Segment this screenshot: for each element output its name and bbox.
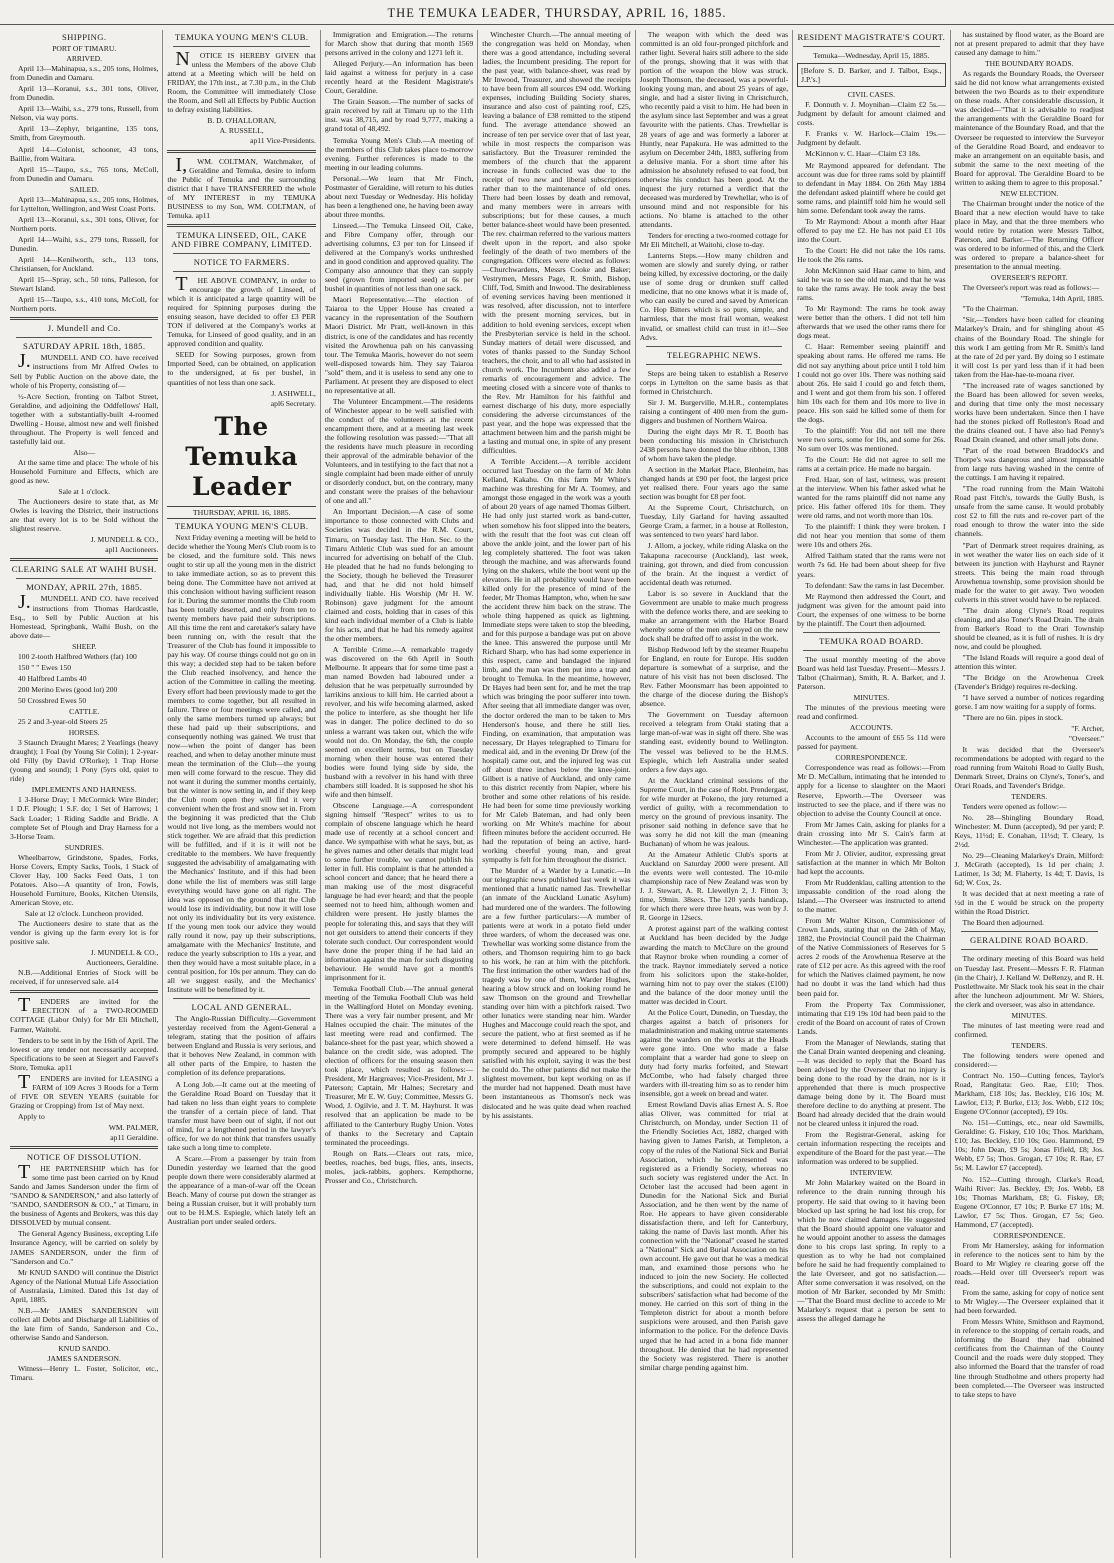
section-heading: MONDAY, APRIL 27th, 1885. [26, 582, 143, 593]
paragraph: A Scare.—From a passenger by train from Dunedin yesterday we learned that the good people down there were considerably alarmed at the appearance of a man-of-war off the Ocean Beach. Many of course put down the stranger as being a Russian cruiser, but it will probably turn out to be H.M.S. Espiegle, which lately left an Australian port under sealed orders. [167, 1153, 316, 1227]
double-divider [10, 1146, 158, 1149]
paragraph: The Board then adjourned. [962, 918, 1044, 928]
divider [646, 346, 782, 347]
centered-line: SHEEP. [72, 641, 97, 651]
section-heading: J. Mundell and Co. [47, 323, 121, 334]
paragraph: To defendant: Saw the rams in last December. [805, 580, 945, 590]
masthead [0, 0, 1114, 25]
centered-line: THE BOUNDARY ROADS. [984, 59, 1074, 69]
paragraph: "The road running from the Main Waitohi Road past Fitch's, towards the Gully Bush, is unsafe from the same cause. It would probably cost £2 to fill the ruts and re-cover part of the road enough to throw the water into the side channels. [954, 484, 1104, 539]
paragraph: April 14—Colonist, schooner, 43 tons, Baillie, from Waitara. [10, 144, 159, 163]
divider [803, 632, 939, 633]
paragraph: Linseed.—The Temuka Linseed Oil, Cake, and Fibre Company offer, through our advertising columns, £3 per ton for Linseed if delivered at the Company's works unthreshed and in good condition and approved quality. The Company also announce that they can supply seed (grown from imported seed) at 6s per bushel in quantities of not less than one sack. [324, 220, 474, 294]
paragraph: Wheelbarrow, Grindstone, Spades, Forks, Horse Covers, Empty Sacks, Tools, 1 Stack of Clover Hay, 100 Sacks Feed Oats, 1 ton Potatoes. Also—A quantity of Iron, Fowls, Household Furniture, Books, Kitchen Utensils, American Stove, etc. [10, 852, 159, 907]
paragraph: 1 3-Horse Dray; 1 McCormick Wire Binder; 1 D.F. Plough; 1 S.F. do; 1 Set of Harrows; 1 Sack Loader; 1 Riding Saddle and Bridle. A complete Set of Plough and Dray Harness for a 3-Horse Team. [10, 795, 159, 841]
paragraph: April 15—Taupo, s.s., 765 tons, McColl, from Dunedin and Oamaru. [10, 164, 159, 183]
centered-line: INTERVIEW. [849, 1168, 893, 1178]
paragraph: 50 Crossbred Ewes 50 [18, 695, 87, 705]
paragraph: Temuka Young Men's Club.—A meeting of the members of this Club takes place to-morrow evening. Further references is made to the meeting in our leading columns. [324, 135, 474, 172]
paragraph: A protest against part of the walking contest at Auckland has been decided by the Judge awarding the match to McClure on the ground that Raynor broke when rounding a corner of the track. Raynor immediately served a notice from his solicitors upon the stake-holder, warning him not to pay over the stakes (£100) and the balance of the door money until the matter was decided in Court. [639, 924, 789, 1006]
column-3 [321, 30, 478, 1558]
paragraph: 150 " " Ewes 150 [18, 662, 72, 672]
paragraph: A Terrible Crime.—A remarkable tragedy was discovered on the 6th April in South Melbourne. It appears that for some time past a man named Bowden had laboured under a delusion that he was perpetually surrounded by larrikins anxious to kill him. He carried about a revolver, and his wife becoming alarmed, asked the police to interfere, as she thought her life was in danger. The police declined to do so unless a warrant was taken out, which the wife would not do. On Monday, the 6th, the couple seemed on excellent terms, but on Tuesday morning when their house was entered their bodies were found lying side by side, the husband with a revolver in his hand with three chambers still loaded. It is supposed he shot his wife and then himself. [324, 645, 474, 799]
signature-line: WM. PALMER, [108, 1122, 159, 1132]
paragraph: April 15—Spray, sch., 50 tons, Palleson, for Stewart Island. [10, 275, 159, 294]
column-4 [478, 30, 635, 1558]
paragraph: Mr KNUD SANDO will continue the District Agency of the National Mutual Life Association of Australasia, Limited. Dated this 1st day of April, 1885. [10, 1267, 159, 1304]
paragraph: To Mr Raymond: About a month after Haar offered to pay me £2. He has not paid £1 10s into the Court. [797, 216, 946, 244]
paragraph: Mr John Malarkey waited on the Board in reference to the drain running through his property. He said that owing to it having been blocked up last spring he had lost his crop, for which he now claimed damages. He suggested that the Board should appoint one valuator and he would appoint another to assess the damages done to his crops last spring. In reply to a question as to why he had not complained before he said he had frequently complained to the late Overseer, and got no satisfaction.—After some conversation it was resolved, on the motion of Mr Barker, seconded by Mr Smith:—"That the Board must decline to accede to Mr Malarkey's request that a person be sent to assess the alleged damage he [797, 1178, 946, 1324]
centered-line: A. RUSSELL, [219, 126, 264, 136]
paragraph: F. Donnuth v. J. Moynihan—Claim £2 5s.—Judgment by default for amount claimed and costs. [797, 100, 946, 128]
paragraph: April 13—Koranui, s.s., 301 tons, Oliver, for Northern ports. [10, 214, 159, 233]
paragraph: J. Allom, a jockey, while riding Alaska on the Takapuna racecourse (Auckland), last week, training, got thrown, and died from concussion of the brain. At the inquest a verdict of accidental death was returned. [639, 541, 789, 587]
signature-line: J. MUNDELL & CO., [90, 948, 159, 958]
centered-line: PORT OF TIMARU. [52, 44, 117, 54]
divider [173, 998, 309, 999]
centered-line: MINUTES. [1011, 1010, 1048, 1020]
column-container [6, 30, 1108, 1558]
paragraph: "Part of Denmark street requires draining, as in wet weather the water lies on each side of it between its junction with Hayhurst and Rayner streets. This being the main road through Arowhenua township, some provision should be made for the water to get away. Two wooden culverts in this street would have to be replaced. [954, 540, 1104, 604]
notice-paragraph: I,WM. COLTMAN, Watchmaker, of Geraldine and Temuka, desire to inform the Public of Temuka and the surrounding district that I have TRANSFERRED the whole of MY INTEREST in my TEMUKA BUSINESS to my Son, WM. COLTMAN, of Temuka. ap11 [167, 153, 316, 220]
paragraph: Tenders were opened as follow:— [962, 801, 1067, 811]
centered-line: MINUTES. [853, 693, 890, 703]
paragraph: From Mr Ruddenklau, calling attention to the impassable condition of the road along the Island.—The Overseer was instructed to attend to the matter. [797, 877, 946, 915]
paragraph: "The increased rate of wages sanctioned by the Board has been allowed for seven weeks, and during that time only the most necessary works have been undertaken. Since then I have had the stones picked off Rolleston's Road and the drains cleaned out. I have also had Penny's Road Drain cleaned, and other small jobs done. [954, 380, 1104, 445]
paragraph: No. 28—Shingling Boundary Road, Winchester: M. Dunn (accepted), 9d per yard; P. Keys, 11½d; E. Conahan, 11½d; T. Cleary, 1s 2½d. [954, 812, 1104, 849]
paragraph: The minutes of the previous meeting were read and confirmed. [797, 703, 946, 722]
divider [173, 271, 309, 272]
section-heading: GERALDINE ROAD BOARD. [970, 935, 1089, 946]
notice-paragraph: J.MUNDELL AND CO. have received instructions from Mr Alfred Owles to Sell by Public Auction on the above date, the whole of his Property, consisting of— [10, 350, 159, 390]
notice-paragraph: J.MUNDELL AND CO. have received instructions from Thomas Hardcastle, Esq., to Sell by Public Auction at his Homestead, Springbank, Waihi Bush, on the above date— [10, 591, 159, 640]
signature-line: "F. Archer, [1071, 724, 1104, 734]
paragraph: Tenders for erecting a two-roomed cottage for Mr Eli Mitchell, at Waitohi, close to-day. [639, 231, 789, 250]
divider [961, 949, 1098, 950]
centered-line: NEW ELECTION. [1000, 188, 1059, 198]
signature-line: "Overseer." [1068, 734, 1104, 744]
centered-line: CORRESPONDENCE. [993, 1230, 1066, 1240]
paragraph: 200 Merino Ewes (good lot) 200 [18, 684, 118, 694]
paragraph: The usual monthly meeting of the above Board was held last Tuesday. Present—Messrs J. Talbot (Chairman), Smith, R. A. Barker, and J. Paterson. [797, 654, 946, 691]
divider [646, 364, 782, 365]
centered-line: SUNDRIES. [64, 842, 104, 852]
paragraph: To the plaintiff: You did not tell me there were two sorts, some for 10s, and some for 26s. No sum over 10s was mentioned. [797, 425, 946, 453]
paragraph: April 13—Zephyr, brigantine, 135 tons, Smith, from Greymouth. [10, 124, 159, 143]
paragraph: At the Auckland criminal sessions of the Supreme Court, in the case of Robt. Prendergast, for wife murder at Pokeno, the jury returned a verdict of guilty, with a recommendation to mercy on the ground of previous insanity. The prisoner said nothing in defence save that he was sorry he did not kill the man (meaning Buchanan) of whom he was jealous. [639, 775, 789, 848]
double-divider [10, 990, 158, 993]
paragraph: Witness—Henry L. Foster, Solicitor, etc., Timaru. [10, 1364, 159, 1383]
paragraph: The minutes of last meeting were read and confirmed. [954, 1020, 1104, 1039]
divider [16, 337, 152, 338]
paragraph: From the same, asking for copy of notice sent to Mr Wigley.—The Overseer explained that it had been forwarded. [954, 1288, 1104, 1316]
paragraph: A section in the Market Place, Blenheim, has changed hands at £90 per foot, the largest price yet realised there. Four years ago the same section was bought for £8 per foot. [639, 465, 789, 502]
paragraph: N.B.—Mr JAMES SANDERSON will collect all Debts and Discharge all Liabilities of the late firm of Sando, Sanderson and Co., otherwise Sando and Sanderson. [10, 1305, 159, 1342]
signature-line: J. ASHWELL, [271, 388, 316, 398]
centered-line: Also— [73, 447, 96, 457]
paragraph: The General Agency Business, excepting Life Insurance Agency, will be carried on solely by JAMES SANDERSON, under the firm of "Sanderson and Co." [10, 1229, 159, 1266]
paragraph: The Chairman brought under the notice of the Board that a new election would have to take place in May, and that the three members who would retire by rotation were Messrs Talbot, Paterson, and Barker.—The Returning Officer was ordered to be informed of this, and the Clerk was ordered to prepare a balance-sheet for presentation to the annual meeting. [954, 198, 1104, 272]
paragraph: 25 2 and 3-year-old Steers 25 [18, 717, 108, 727]
paragraph: John McKinnon said Haar came to him, and said he was to see the old man, and that he was to take the rams away. He took away the best rams. [797, 266, 946, 303]
paragraph: From Messrs White, Smithson and Raymond, in reference to the stopping of certain roads, and informing the Board they had obtained certificates from the Chairman of the County Council and the roads were duly stopped. They also informed the Board that the transfer of road line through Studholme and others property had been completed.—The Overseer was instructed to take steps to have [954, 1317, 1104, 1399]
paragraph: The Volunteer Encampment.—The residents of Winchester appear to be well satisfied with the conduct of the volunteers at the recent encampment there, and at a meeting last week the following resolution was passed:—"That all the residents have much pleasure in recording their approval of the admirable behavior of the Volunteers, and in testifying to the fact that not a single complaint had been made either of unruly or disorderly conduct, but, on the contrary, many and constant were the praises of the behaviour of one and all." [324, 396, 474, 506]
centered-line: Temuka—Wednesday, April 15, 1885. [813, 51, 930, 61]
double-divider [167, 150, 315, 153]
centered-line: OVERSEER'S REPORT. [990, 273, 1068, 283]
section-heading: TEMUKA YOUNG MEN'S CLUB. [174, 32, 309, 42]
paragraph: From Mr Walter Kitson, Commissioner of Crown Lands, stating that on the 24th of May, 1882, the Provincial Council paid the Chairman of the Native Commissioners of Reserves for 5 acres 2 roods of the Arowhenua Reserve at the rate of £12 per acre. As this agreed with the roof for which the Natives claimed payment, he now had no doubt it was the land which had thus been paid for. [797, 916, 946, 998]
paragraph: At the Amateur Athletic Club's sports at Auckland on Saturday 2000 were present. All the events were well contested. The 10-mile championship race of New Zealand was won by J. J. Stewart, A. R. Llewellyn 2, J. Fitton 3; time, 59min. 38secs. The 120 yards handicap, for which there were three heats, was won by J. R. George in 12secs. [639, 850, 789, 923]
paragraph: SEED for Sowing purposes, grown from Imported Seed, can be obtained, on application to the undersigned, at 6s per bushel, in quantities of not less than one sack. [167, 350, 316, 387]
paragraph: McKinnon v. C. Haar—Claim £3 18s. [805, 149, 921, 159]
paragraph: The Murder of a Warder by a Lunatic.—In our telegraphic news published last week it was mentioned that a lunatic named Jas. Trewhellar (an inmate of the Auckland Lunatic Asylum) had murdered one of the warders. The following are a few further particulars:—A number of patients were at work in a potato field under three warders, of whom the deceased was one. Trewhellar was working some distance from the others, and Thomson requiring him to go back to his work, he ran at him with the pitchfork. The first intimation the other warders had of the tragedy was by one of them, Warder Hughes, hearing a blow struck and on looking round he saw Thomson on the ground and Trewhellar standing over him with a pitchfork raised. Two other lunatics were standing near him. Warder Hughes and Maccouge could reach the spot, and secure the patient, who at first seemed as if he were determined to defend himself. He was promptly secured and appeared to be highly satisfied with his exploit, saying it was the best he could do. The other patients did not make the slightest movement, but kept working on as if the murder had not happened. Death must have been instantaneous as Thomson's neck was dislocated and he was quite dead when reached by his assistants. [482, 866, 631, 1120]
double-divider [167, 224, 315, 227]
paragraph: Tenders to be sent in by the 16th of April. The lowest or any tender not necessarily accepted. Specifications to be seen at Siegert and Fauvel's Store, Temuka. ap11 [10, 1035, 159, 1072]
paragraph: The Auctioneers desire to state that, as Mr Owles is leaving the District, their instructions are that every lot is to be Sold without the slightest reserve. [10, 497, 159, 534]
double-divider [10, 317, 158, 320]
centered-line: JAMES SANDERSON. [47, 1354, 121, 1364]
double-divider [10, 558, 158, 561]
paragraph: The Auctioneers desire to state that as the vendor is giving up the farm every lot is for positive sale. [10, 919, 159, 947]
paragraph: From Mr James Cain, asking for planks for a drain crossing into Mr S. Cain's farm at Winchester.—The application was granted. [797, 819, 946, 847]
signature-line: J. MUNDELL & CO., [90, 535, 159, 545]
signature-line: apl1 Auctioneers. [105, 545, 159, 555]
paragraph: Lanterns Steps.—How many children and women are slowly and surely dying, or rather being killed, by excessive doctoring, or the daily use of some drug or drunken stuff called medicine, that no one knows what it is made of, who can easily be cured and saved by American Co. Hop Bitters which is so pure, simple, and harmless, that the most frail woman, weakest invalid, or smallest child can trust in it!—See Advs. [639, 251, 789, 342]
paragraph: No. 152—Cutting through, Clarke's Road, Waihi River: Jas. Beckley, £9; Jos. Webb, £8 10s; Thomas Markham, £8; G. Fiskey, £8; Eugene O'Connor, £7 10s; P. Burke £7 10s; M. Lawlor, £7 5s; Thos. Grogan, £7 5s; Geo. Hammond, £7 (accepted). [954, 1174, 1104, 1229]
centered-line: Sale at 12 o'clock. Luncheon provided. [25, 908, 144, 918]
paragraph: Labor is so severe in Auckland that the Government are unable to make much progress with the defence works there, and are seeking to make an arrangement with the Harbor Board whereby some of the men employed on the new dock shall be drafted off to assist in the work. [639, 588, 789, 643]
paragraph: The Anglo-Russian Difficulty.—Government yesterday received from the Agent-General a telegram, stating that the position of affairs between England and Russia is very serious, and that it behoves New Zealand, in common with all other parts of the Empire, to hasten the completion of its defence preparations. [167, 1014, 316, 1078]
paragraph: At the Supreme Court, Christchurch, on Tuesday, Lily Garland for having assaulted George Cram, a farmer, in a house at Rolleston, was sentenced to two years' hard labor. [639, 503, 789, 540]
signature-line: ap11 Geraldine. [110, 1133, 159, 1143]
paragraph: "There are no 6in. pipes in stock. [962, 713, 1064, 723]
paragraph: Mr Raymond appeared for defendant. The account was due for three rams sold by plaintiff to defendant in May 1884. On 26th May 1884 the defendant asked plaintiff where he could get some rams, and plaintiff told him he would sell him some. Defendant took away the rams. [797, 160, 946, 215]
paragraph: The following tenders were opened and considered:— [954, 1050, 1104, 1069]
paragraph: Winchester Church.—The annual meeting of the congregation was held on Monday, when there was a good attendance, including several ladies, the Incumbent presiding. The report for the past year, with balance-sheet, was read by Mr Inwood, Treasurer, and showed the receipts to have been from all sources £94 odd. Working expenses, including Building Society shares, insurance and also cost of painting roof, £25, leaving a balance of £38 remitted to the stipend fund. The average attendance showed an increase of ten per service over that of last year, while in most respects the comparison was satisfactory. But the Treasurer reminded the members of the church that the apparent increase in funds collected was due to the receipt of two new and liberal subscriptions rather than to the maintenance of old ones. There had been losses by death and removal, and many members were in arrears with subscriptions; but for these causes, a much better balance-sheet would have been presented. The rev. chairman referred to the various matters dwelt upon in the report, and also spoke feelingly of the death of two members of the congregation. Officers were elected as follows:—Churchwardens, Messrs Cooke and Baker; Vestrymen, Messrs Page, R. Smith, Bishop, Cliff, Tod, Smith and Inwood. The desirableness of evening services having been mentioned it was resolved, after discussion, not to interfere with the present morning services, but in addition to hold evening services, except when the Presbyterian service is held in the school. Sunday matters of detail were discussed, and votes of thanks passed to the Sunday School teachers, the choir, and to all who had assisted in church work. The Incumbent also added a few remarks of encouragement and advice. The meeting closed with a sincere vote of thanks to the Rev. Mr Hamilton for his faithful and earnest discharge of his duty, more especially considering the adverse circumstances of the past year, and the hope was expressed that the attachment between him and the parish might be a lasting and mutual one, in spite of any present difficulties. [482, 30, 631, 456]
paragraph: Mr Raymond then addressed the Court, and judgment was given for the amount paid into Court, the expenses of one witness to be borne by the plaintiff. The Court then adjourned. [797, 591, 946, 628]
paragraph: To the Court: He did not agree to sell me rams at a certain price. He made no bargain. [797, 454, 946, 474]
paragraph: April 14—Kenilworth, sch., 113 tons, Christiansen, for Auckland. [10, 255, 159, 274]
paragraph: has sustained by flood water, as the Board are not at present prepared to admit that they have caused any damage to him." [954, 30, 1104, 58]
section-heading: SHIPPING. [61, 32, 107, 42]
paragraph: April 13—Koranui, s.s., 301 tons, Oliver, from Dunedin. [10, 84, 159, 103]
divider [173, 46, 309, 47]
paragraph: April 15—Taupo, s.s., 410 tons, McColl, for Northern ports. [10, 295, 159, 314]
column-7 [951, 30, 1108, 1558]
paragraph: The Government on Tuesday afternoon received a telegram from Otaki stating that a large man-of-war was in sight off there. She was standing east, evidently bound to Wellington. The vessel was believed to be the H.M.S. Espiegle, which left Australia under sealed orders a few days ago. [639, 710, 789, 774]
signature-line: apl6 Secretary. [270, 398, 316, 408]
paragraph: The weapon with which the deed was committed is an old four-pronged pitchfork and rather light. Several hairs still adhere to the side of the prongs, showing that it was with that portion of the weapon the blow was struck. Joseph Thomson, the deceased, was a powerful-looking young man, and about 25 years of age, single, and had a sister living in Christchurch, who recently paid a visit to him. He had been in the asylum since last September and was a great favourite with the patients. Chas. Trewhellar is 28 years of age and was formerly a laborer at Huntly, near Papakura. He was admitted to the asylum on December 24th, 1883, suffering from a delusive mania. For a short time after his admission he absolutely refused to eat food, but otherwise his conduct has been good. At the inquest the jury returned a verdict that the deceased was murdered by Trewhellar, who is of unsound mind and not responsible for his actions. No blame is attached to the other attendants. [639, 30, 789, 229]
paragraph: The Grain Season.—The number of sacks of grain received by rail at Timaru up to the 11th inst. was 38,715, and by road 9,777, making a grand total of 48,492. [324, 97, 474, 134]
section-heading: TEMUKA LINSEED, OIL, CAKE AND FIBRE COMPANY, LIMITED. [171, 229, 313, 249]
paragraph: April 14—Waihi, s.s., 279 tons, Russell, for Dunedin. [10, 234, 159, 253]
notice-paragraph: TENDERS are invited for LEASING a FARM of 109 Acres 3 Roods for a Term of FIVE OR SEVEN YEARS (suitable for Grazing or Cropping) from 1st of May next. [10, 1070, 159, 1110]
paragraph: F. Franks v. W. Harlock—Claim 19s.—Judgment by default. [797, 129, 946, 148]
paragraph: To the Court: He did not take the 10s rams. He took the 26s rams. [797, 245, 946, 264]
paragraph: "The Bridge on the Arowhenua Creek (Tavender's Bridge) requires re-decking. [954, 673, 1104, 692]
centered-line: B. D. O'HALLORAN, [207, 116, 276, 126]
paragraph: As regards the Boundary Roads, the Overseer said he did not know what arrangements existed between the two Boards as to their expenditure on these roads. After considerable discussion, it was decided—"That it is advisable to readjust the arrangements with the Geraldine Board for maintenance of the Boundary Road, and that the Overseer be requested to interview the Surveyor of the Geraldine Road Board, and endeavor to make an arrangement on an equitable basis, and submit the same to the next meeting of the Board for approval. The Geraldine Board to be written to asking them to agree to this proposal." [954, 69, 1104, 187]
paragraph: To the plaintiff: I think they were broken. I did not hear you mention that some of them were 10s and others 26s. [797, 522, 946, 550]
paragraph: No. 151—Cuttings, etc., near old Sawmills, Geraldine: G. Fiskey, £10 10s; Thos. Markham, £10; Jas. Beckley, £10 10s; Geo. Hammond, £9 10s; John Dean, £9 5s; Jonas Fifield, £8; Jos. Webb, £7 5s; Thos. Grogan, £7 10s; R. Rae, £7 5s; M. Lawlor £7 (accepted). [954, 1118, 1104, 1173]
paragraph: The Overseer's report was read as follows:— [962, 283, 1100, 293]
paragraph: Ernest Rowland Davis alias Ernest A. S. Roe alias Oliver, was committed for trial at Christchurch, on Monday, under Section 11 of the Friendly Societies Act, 1882, charged with having given to James Parish, at Templeton, a copy of the rules of the National Sick and Burial Association, which he represented was registered as a Friendly Society, whereas no such society was registered under the Act. In October last the accused had been agent in Dunedin for the National Sick and Burial Association, and he then went by the name of Roe. He appears to have given considerable dissatisfaction there, and left for Canterbury, taking the name of Davis last month. After his connection with the "National" ceased he started a "National" Sick and Burial Association on his own account. He gave out that he was a medical man, and examined those persons who he induced to join the new Society. He collected the subscriptions, and could not explain to the subscribers' satisfaction what had become of the money. He carried on this sort of thing in the Templeton district for about a month before suspicions were aroused, and then Parish gave information to the police. For the defence Davis urged that he had acted in a bona fide manner throughout. He denied that he had represented the Society was registered. There is another similar charge pending against him. [639, 1100, 789, 1372]
paragraph: Sir J. M. Burgerville, M.H.R., contemplates raising a contingent of 400 men from the gum-diggers and bushmen of Northern Wairoa. [639, 397, 789, 425]
centered-line: CATTLE. [69, 707, 100, 716]
paragraph: No. 29—Cleaning Malarkey's Drain, Milford: J. McGrath (accepted), 1s 1d per chain; J. Latimer, 1s 3d; M. Flaherty, 1s 4d; T. Davis, 1s 6d; W. Cox, 2s. [954, 851, 1104, 888]
paragraph: At the same time and place: The whole of his Household Furniture and Effects, which are good as new. [10, 457, 159, 486]
paragraph: Fred. Haar, son of last, witness, was present at the interview. When his father asked what he wanted for the rams plaintiff did not name any price. His father offered 10s for them. They were old rams, and not worth more than 10s. [797, 475, 946, 521]
paragraph: Immigration and Emigration.—The returns for March show that during that month 1569 persons arrived in the colony and 1271 left it. [324, 30, 474, 58]
section-heading: NOTICE OF DISSOLUTION. [26, 1152, 142, 1163]
paragraph: Alfred Taitham stated that the rams were not worth 7s 6d. He had been about sheep for five years. [797, 551, 946, 579]
centered-line: KNUD SANDO. [58, 1344, 111, 1353]
paragraph: C. Haar: Remember seeing plaintiff and speaking about rams. He offered me rams. He did not say anything about price until I told him I could not go over 10s. There was nothing said about 26s. He said I could go and fetch them, and I went and got them from his son. I offered him 10s each for them and 10s more to live in peace. His son said he killed some of them for the dogs. [797, 342, 946, 424]
paragraph: "Sir,—Tenders have been called for cleaning Malarkey's Drain, and for shingling about 45 chains of the Boundary Road. The shingle for this work I am getting from Mr R. Smith's land at the rate of 2d per yard. By doing so I estimate it will cost 1s per yard less than if it had been taken from the Hae-hae-te-moana river. [954, 315, 1104, 379]
paragraph: Steps are being taken to establish a Reserve corps in Lyttelton on the same basis as that formed in Christchurch. [639, 368, 789, 396]
paragraph: From Mr J. Olivier, auditor, expressing great satisfaction at the manner in which Mr Bolton had kept the accounts. [797, 848, 946, 876]
signature-line: ap11 Vice-Presidents. [250, 136, 316, 146]
column-5 [636, 30, 793, 1558]
paragraph: To Mr Raymond: The rams he took away were better than the others. I did not tell him afterwards that we used the other rams there for dogs meat. [797, 304, 946, 341]
divider [961, 931, 1098, 932]
centered-line: CIVIL CASES. [847, 90, 896, 100]
notice-paragraph: THE PARTNERSHIP which has for some time past been carried on by Knud Sando and James Sanderson under the firm of "SANDO & SANDERSON," and also latterly of "SANDO, SANDERSON & CO.," at Timaru, in the business of Agents and Brokers, was this day DISSOLVED by mutual consent. [10, 1161, 159, 1228]
section-heading: CLEARING SALE AT WAIHI BUSH. [11, 564, 157, 575]
section-heading: SATURDAY APRIL 18th, 1885. [23, 341, 146, 352]
paragraph: Rough on Rats.—Clears out rats, mice, beetles, roaches, bed bugs, flies, ants, insects, moles, jack-rabbits, gophers. Kempthorne, Prosser and Co., Christchurch. [324, 1148, 474, 1185]
section-heading: LOCAL AND GENERAL. [191, 1002, 292, 1013]
column-1 [6, 30, 163, 1558]
paragraph: Obscene Language.—A correspondent signing himself "Respect" writes to us to complain of obscene language which he heard made use of recently at a school concert and dance. We sympathise with what he says, but, as he gives names and other details that might lead to some further trouble, we cannot publish his letter in full. His complaint is that he attended a school concert and dance; that he heard there a man making use of the most disgraceful language he had ever heard; and that the people seemed not to heed him, although women and children were present. He justly blames the people for tolerating this, and says that they will not get outsiders to attend their concerts if they tolerate such conduct. Our correspondent would have done the proper thing if he had laid an information against the man for such disgusting behaviour. He would have got a month's imprisonment for it. [324, 800, 474, 982]
paragraph: A Long Job.—It came out at the meeting of the Geraldine Road Board on Tuesday that it had taken no less than eight years to complete the transfer of a certain piece of land. That transfer must have been out of sight, if not out of mind, for a lengthened period in the lawyer's office, for we do not think that transfers usually take such a long time to complete. [167, 1079, 316, 1152]
section-heading: TELEGRAPHIC NEWS. [666, 349, 761, 360]
notice-paragraph: THE ABOVE COMPANY, in order to encourage the growth of Linseed, of which it is anticipated a large quantity will be required for Spinning purposes during the ensuing season, have decided to offer £3 PER TON if delivered at the Company's works at Temuka, for Linseed of good quality, and in an approved condition and quality. [167, 272, 316, 349]
centered-line: SAILED. [69, 184, 99, 194]
section-heading: RESIDENT MAGISTRATE'S COURT. [797, 32, 946, 42]
centered-line: Sale at 1 o'clock. [58, 487, 110, 497]
paragraph: "The drain along Clyne's Road requires cleaning, and also Toner's Road Drain. The drain from Barker's Road to the Orari Township should be cleaned, as it is full of rushes. It is dry now, and could be ploughed. [954, 605, 1104, 652]
divider [173, 253, 309, 254]
section-heading: NOTICE TO FARMERS. [193, 256, 290, 267]
paragraph: April 13—Mahinapua, s.s., 205 tons, Holmes, for Lyttelton, Wellington, and West Coast Ports. [10, 194, 159, 213]
paragraph: "I have served a number of notices regarding gorse. I am now waiting for a supply of forms. [954, 693, 1104, 712]
divider [803, 650, 939, 651]
dateline: THURSDAY, APRIL 16, 1885. [167, 506, 315, 519]
signature-line: "Temuka, 14th April, 1885. [1020, 294, 1104, 304]
paragraph: A Terrible Accident.—A terrible accident occurred last Tuesday on the farm of Mr John Kelland, Kakahu. On this farm Mr White's machine was threshing for Mr A. Toomey, and amongst those engaged in the work was a youth of about 20 years of age named Thomas Gilbert. He had only just started work as band-cutter, when somehow his foot slipped into the beaters, with the result that the foot was cut clean off above the ankle joint, and the lower part of his leg completely shattered. The foot was taken through the machine, and was afterwards found lying on the shakers, while the boot went up the elevators. He in all probability would have been killed only for the presence of mind of the feeder, Mr Thomas Hampton, who, when he saw the accident threw him back on the straw. The whole thing happened as quick as lightning. Immediate steps were taken to stop the bleeding, and for this purpose a bandage was put on above the knee. This answered the purpose until Mr Richard Sharp, who has had some experience in this respect, came and bandaged the injured limb, and the man was then put into a trap and brought to Temuka. In the meantime, however, Dr Hayes had been sent for, and he met the trap which was bringing the poor sufferer into town. After seeing that all immediate danger was over, the doctor ordered the man to be taken to Mrs Henderson's house, and there he still lies. Finding, on examination, that amputation was necessary, Dr Hayes telegraphed to Timaru for medical aid, and in the evening Dr Drew (of the hospital) came out, and the injured leg was cut off about three inches below the knee-joint. Gilbert is a native of Auckland, and only came to this district recently from Napier, where his brother and some other relations of his reside. He had been for some time previously working for Mr Caleb Bateman, and had only been working on Mr White's machine for about fifteen minutes before the accident occurred. He had the reputation of being an active, hard-working cheerful young man, and great sympathy is felt for him throughout the district. [482, 457, 631, 865]
newspaper-title: The Temuka Leader [185, 411, 299, 501]
paragraph: "To the Chairman. [962, 304, 1019, 314]
centered-line: IMPLEMENTS AND HARNESS. [31, 785, 137, 795]
centered-line: ACCOUNTS. [849, 723, 893, 733]
paragraph: "The Island Roads will require a good deal of attention this winter. [954, 653, 1104, 672]
paragraph: Accounts to the amount of £65 5s 11d were passed for payment. [797, 733, 946, 752]
paragraph: Correspondence was read as follows:—From Mr D. McCallum, intimating that he intended to apply for a license to slaughter on the Maori Reserve, Epworth.—The Overseer was instructed to see the place, and if there was no objection to advise the County Council at once. [797, 763, 946, 818]
paragraph: From the Property Tax Commissioner, intimating that £19 19s 10d had been paid to the credit of the Board on account of rates of Crown Lands. [797, 999, 946, 1036]
notice-paragraph: TENDERS are invited for the ERECTION of a TWO-ROOMED COTTAGE (Labor Only) for Mr Eli Mitchell, Farmer, Waitohi. [10, 994, 159, 1034]
paragraph: Alleged Perjury.—An information has been laid against a witness for perjury in a case recently heard at the Resident Magistrate's Court, Geraldine. [324, 59, 474, 96]
paragraph: 3 Staunch Draught Mares; 2 Yearlings (heavy draught); 1 Foal (by Young Sir Colin); 1 2-year-old Filly (by David O'Rorke); 1 Trap Horse (young and sound); 1 Pony (5yrs old, quiet to ride) [10, 738, 159, 784]
paragraph: It was decided that at next meeting a rate of ½d in the £ would be struck on the property within the Road District. [954, 889, 1104, 917]
section-heading: TEMUKA YOUNG MEN'S CLUB. [174, 520, 309, 531]
divider [16, 578, 152, 579]
paragraph: April 13—Mahinapua, s.s., 205 tons, Holmes, from Dunedin and Oamaru. [10, 64, 159, 83]
section-heading: TEMUKA ROAD BOARD. [819, 635, 924, 646]
column-2 [163, 30, 320, 1558]
masthead-title: THE TEMUKA LEADER, THURSDAY, APRIL 16, 1885. [387, 6, 727, 20]
paragraph: Temuka Football Club.—The annual general meeting of the Temuka Football Club was held in the Wallingford Hotel on Monday evening. There was a very fair number present, and Mr Halnes occupied the chair. The minutes of the last meeting were read and confirmed. The balance-sheet for the past year, which showed a balance on the credit side, was adopted. The election of officers for the ensuing season then took place, which resulted as follows:—President, Mr Hargreaves; Vice-President, Mr J. Paterson; Captain, Mr Halnes; Secretary and Treasurer, Mr E. W. Guy; Committee, Messrs G. Wood, J. Ogilvie, and J. T. M. Hayhurst. It was resolved that an application be made to be affiliated to the Canterbury Rugby Union. Votes of thanks to the Secretary and Captain terminated the proceedings. [324, 983, 474, 1147]
divider [803, 46, 939, 47]
notice-paragraph: NOTICE IS HEREBY GIVEN that unless the Members of the above Club attend at a Meeting which will be held on FRIDAY, the 17th inst., at 7.30 p.m., in the Club Room, the Committee will immediately Close the Room, and Sell all Effects by Public Auction to defray existing liabilities. [167, 48, 316, 115]
paragraph: 100 2-tooth Halfbred Wethers (fat) 100 [18, 651, 137, 661]
paragraph: Bishop Redwood left by the steamer Ruapehu for England, en route for Europe. His sudden departure is somewhat of a surprise, and the nature of his visit has not been disclosed. The Rev. Father Moonsmarr has been appointed to the charge of the diocese during the Bishop's absence. [639, 645, 789, 709]
paragraph: "Part of the road between Braddock's and Thorpe's was dangerous and almost impassable from large ruts having washed in the centre of the cuttings. I am having it repaired. [954, 446, 1104, 483]
paragraph: From the Manager of Newlands, stating that the Canal Drain wanted deepening and cleaning.—It was decided to reply that the Board has been advised by the Overseer that no injury is being done to the road by the drain, nor is it apprehended that there is much prospective damage being done by it. The Board must therefore decline to do anything at present. The Board had already decided that the drain would not be cleared unless it injured the road. [797, 1037, 946, 1129]
paragraph: The ordinary meeting of this Board was held on Tuesday last. Present—Messrs F. R. Flatman (in the Chair), J. Kelland W. DeRenzy, and R. H. Postlethwaite. Mr Slack took his seat in the chair after the luncheon adjournment. Mr W. Shiers, the clerk and overseer, was also in attendance. [954, 954, 1104, 1009]
paragraph: At the Police Court, Dunedin, on Tuesday, the charges against a batch of prisoners for maladministration and making untrue statements against the warders on the works at the Heads were gone into. One who made a false complaint that a warder had gone to sleep on duty had forty marks forfeited, and Stewart McCombe, who had falsely charged three warders with ill-treating him so as to render him insensible, got a week on bread and water. [639, 1007, 789, 1099]
paragraph: 40 Halfbred Lambs 40 [18, 673, 87, 683]
centered-line: HORSES. [68, 728, 100, 738]
paragraph: From the Registrar-General, asking for certain information respecting the receipts and expenditure of the Board for the past year.—The information was ordered to be supplied. [797, 1130, 946, 1167]
signature-line: Auctioneers, Geraldine. [86, 958, 159, 968]
paragraph: Contract No. 150—Cutting fences, Taylor's Road, Rangitata: Geo. Rae, £10; Thos. Markham, £18 10s; Jas. Beckley, £16 10s; M. Lawlor, £13; P. Burke, £13; Jos. Webb, £12 10s; Eugene O'Connor (accepted), £9 10s. [954, 1071, 1104, 1117]
centered-line: TENDERS. [1011, 791, 1048, 801]
paragraph: Maori Representative.—The election of Taiaroa to the Upper House has created a vacancy in the representation of the Southern Maori District. Mr Pratt, well-known in this district, is one of the candidates and has recently visited the Arowhenua pah on his canvassing tour. The Temuka Maoris, however do not seem well-disposed towards him. They say Taiaroa "sold" them, and it is useless to send any one to Parliament. At present they are disposed to elect no representative at all. [324, 295, 474, 395]
paragraph: Personal.—We learn that Mr Finch, Postmaster of Geraldine, will return to his duties about next Tuesday or Wednesday. His holiday has been a lengthened one, he having been away about three months. [324, 173, 474, 219]
paragraph: ½-Acre Section, fronting on Talbot Street, Geraldine, and adjoining the Oddfellows' Hall, together with a substantially-built 4-roomed Dwelling - House, almost new and well finished throughout. The Property is well fenced and tastefully laid out. [10, 391, 159, 446]
column-6 [793, 30, 950, 1558]
paragraph: Apply to [18, 1111, 45, 1121]
paragraph: N.B.—Additional Entries of Stock will be received, if for unreserved sale. a14 [10, 968, 159, 987]
paragraph: From Mr Hamersley, asking for information in reference to the notices sent to him by the Board to Mr Wigley re clearing gorse off the roads.—Held over till Overseer's report was read. [954, 1240, 1104, 1287]
centered-line: CORRESPONDENCE. [835, 753, 908, 763]
paragraph: Next Friday evening a meeting will be held to decide whether the Young Men's Club room is to be closed, and the furniture sold. This news ought to stir up all the young men in the district to take immediate action, so as to prevent this being done. The Committee have not arrived at this conclusion without having sufficient reason for it. During the summer months the Club room has been totally deserted, and only from ten to twenty members have paid their subscriptions. All this time the rent and caretaker's salary have been running on, with the result that the Treasurer of the Club has found it impossible to pay his way. Of course things could not go on in this way; a decided step had to be taken before the Club reached insolvency, and hence the action of the Committee in calling the meeting. Every effort had been previously made to get the members to come together, but all resulted in failure. Three or four meetings were called, and only the same members turned up always; but these had paid up their subscriptions, and consequently nothing was gained. We trust that now—when the point of danger has been reached, and when to delay another minute must mean the termination of the Club—the young men will come forward to the rescue. They did not want it during the summer months certainly, but the winter is now setting in, and if they keep the Club room open they will find it very convenient when the frost and snow set in. From the beginning it was predicted that the Club would not live long, as the members would not stick together. We are afraid that this prediction will be fulfilled, and if it is it will not be creditable to the members. We have frequently suggested the advisability of amalgamating with the Mechanics' Institute, and if this had been done while the list of members was still large everything would have gone on all right. The idea was opposed on the ground that the Club would lose its individuality, but now it will lose not only its individuality but its very existence. If the young men took our advice they would rally round it now, pay up their subscriptions, amalgamate with the Mechanics' Institute, and reduce the yearly subscription to 10s a year, and then they would have a most suitable place, in a central position, for 10s per annum. They can do all we suggest easily, and the Mechanics' Institute will be benefitted by it. [167, 532, 316, 995]
paragraph: An Important Decision.—A case of some importance to those connected with Clubs and Societies was decided in the R.M. Court, Timaru, on Tuesday last. The Hon. Sec. to the Timaru Athletic Club was sued for an amount incurred for advertising on behalf of the Club. He pleaded that he had no funds belonging to the Society, though he believed the Treasurer had, and that he did not hold himself individually liable. His Worship (Mr H. W. Robinson) gave judgment for the amount claimed and costs, holding that in cases of this kind each individual member of a Club is liable for his acts, and that he had his remedy against the other members. [324, 507, 474, 644]
centered-line: TENDERS. [1011, 1040, 1048, 1050]
bracket-note: [Before S. D. Barker, and J. Talbot, Esqs., J.P.'s.] [797, 63, 945, 87]
centered-line: ARRIVED. [66, 54, 103, 64]
paragraph: During the eight days Mr R. T. Booth has been conducting his mission in Christchurch 2438 persons have donned the blue ribbon, 1308 of whom have taken the pledge. [639, 426, 789, 464]
paragraph: It was decided that the Overseer's recommendations be adopted with regard to the road running from Waitohi Road to Gully Bush, Denmark Street, Drains on Clyne's, Toner's, and Orari Roads, and Tavender's Bridge. [954, 744, 1104, 790]
paragraph: April 13—Waihi, s.s., 279 tons, Russell, from Nelson, via way ports. [10, 104, 159, 123]
